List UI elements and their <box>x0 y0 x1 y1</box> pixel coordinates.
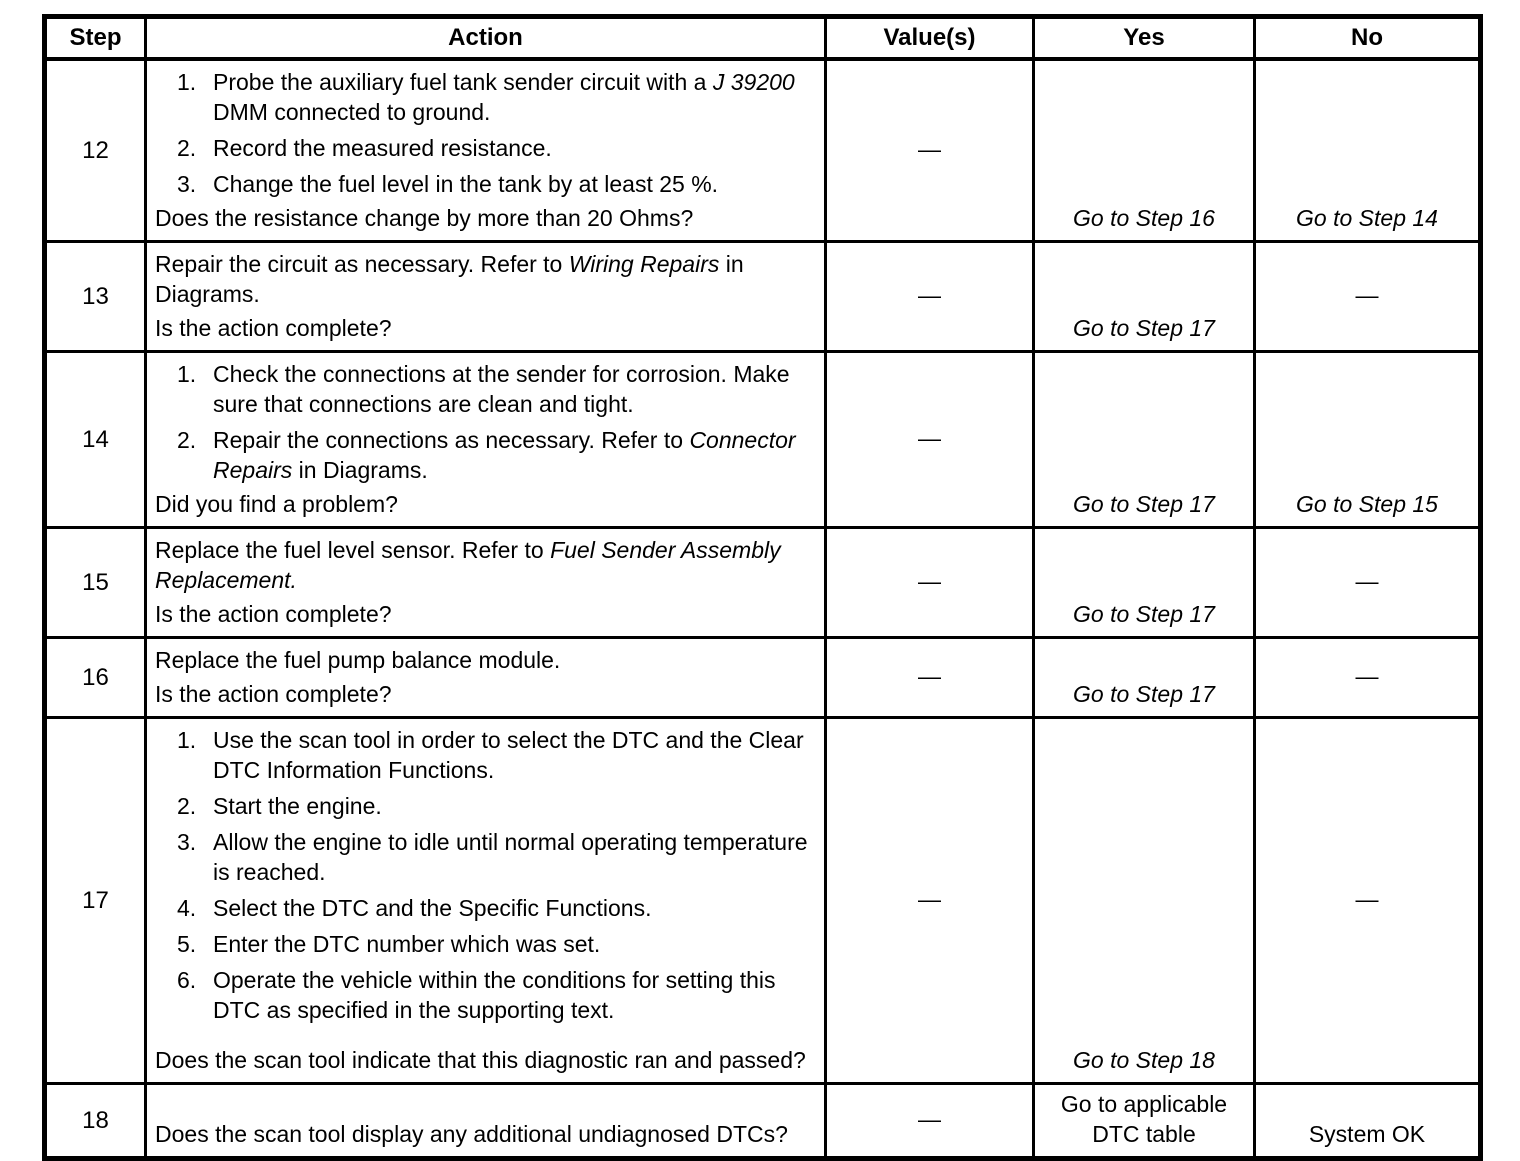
goto-text: Go to Step 15 <box>1296 491 1438 517</box>
question-text: Is the action complete? <box>155 315 392 341</box>
step-cell <box>47 353 147 529</box>
column-header-no: No <box>1256 19 1478 61</box>
table-row <box>47 719 1478 1085</box>
action-cell <box>147 61 827 243</box>
column-header-yes: Yes <box>1035 19 1256 61</box>
table-row <box>47 353 1478 529</box>
step-cell <box>47 243 147 353</box>
step-cell <box>47 1085 147 1156</box>
no-cell <box>1256 1085 1478 1156</box>
no-cell <box>1256 719 1478 1085</box>
no-cell <box>1256 529 1478 639</box>
action-list-item <box>155 791 814 821</box>
value-cell <box>827 719 1035 1085</box>
table-body <box>47 61 1478 1156</box>
value-cell <box>827 353 1035 529</box>
question-text: Does the scan tool display any additional undiagnosed DTCs? <box>155 1121 788 1147</box>
action-text-part: Start the engine. <box>213 793 382 819</box>
value-cell <box>827 529 1035 639</box>
item-number: 2. <box>177 427 197 453</box>
action-list-item <box>155 169 814 199</box>
goto-text: Go to applicable DTC table <box>1060 1091 1228 1147</box>
action-text-part: Change the fuel level in the tank by at least 25 %. <box>213 171 719 197</box>
table-row <box>47 1085 1478 1156</box>
step-number: 15 <box>82 568 109 596</box>
action-text-part: Fuel Sender Assembly Replacement. <box>155 537 781 593</box>
action-text-part: Repair the connections as necessary. Refer to <box>213 427 690 453</box>
action-list-item <box>155 827 814 887</box>
table-header-row <box>47 19 1478 61</box>
goto-text: Go to Step 17 <box>1073 315 1215 341</box>
no-cell <box>1256 243 1478 353</box>
yes-cell <box>1035 719 1256 1085</box>
step-number: 12 <box>82 136 109 164</box>
action-question <box>155 675 814 709</box>
action-list-item <box>155 929 814 959</box>
action-paragraph <box>155 535 814 595</box>
dash-placeholder: — <box>1355 282 1379 308</box>
action-question <box>155 199 814 233</box>
value-cell <box>827 243 1035 353</box>
action-text-part: Allow the engine to idle until normal operating temperature is reached. <box>213 829 808 885</box>
goto-text: Go to Step 14 <box>1296 205 1438 231</box>
dash-placeholder: — <box>918 282 941 308</box>
yes-cell <box>1035 243 1256 353</box>
action-paragraph <box>155 249 814 309</box>
diagnostic-step-table <box>42 14 1483 1161</box>
step-number: 16 <box>82 663 109 691</box>
item-number: 2. <box>177 793 197 819</box>
value-cell <box>827 1085 1035 1156</box>
item-number: 3. <box>177 829 197 855</box>
action-text-part: Wiring Repairs <box>568 251 720 277</box>
table-row <box>47 529 1478 639</box>
item-text <box>213 359 814 419</box>
question-text: Does the resistance change by more than 20 Ohms? <box>155 205 694 231</box>
column-header-action: Action <box>147 19 827 61</box>
item-number: 1. <box>177 361 197 387</box>
item-text <box>213 725 814 785</box>
yes-cell <box>1035 353 1256 529</box>
action-cell <box>147 353 827 529</box>
action-text-part: in Diagrams. <box>155 251 744 307</box>
action-question <box>155 485 814 519</box>
goto-text: System OK <box>1308 1121 1426 1147</box>
no-cell <box>1256 61 1478 243</box>
action-text-part: Replace the fuel pump balance module. <box>155 647 561 673</box>
goto-text: Go to Step 16 <box>1073 205 1215 231</box>
item-text <box>213 827 814 887</box>
action-list-item <box>155 965 814 1025</box>
question-text: Does the scan tool indicate that this diagnostic ran and passed? <box>155 1047 806 1073</box>
dash-placeholder: — <box>918 1106 941 1132</box>
item-number: 3. <box>177 171 197 197</box>
item-text <box>213 133 814 163</box>
action-cell <box>147 1085 827 1156</box>
action-text-part: J 39200 <box>712 69 795 95</box>
item-text <box>213 791 814 821</box>
dash-placeholder: — <box>918 425 941 451</box>
action-cell <box>147 243 827 353</box>
action-cell <box>147 719 827 1085</box>
table-row <box>47 243 1478 353</box>
action-text-part: Probe the auxiliary fuel tank sender circuit with a <box>213 69 713 95</box>
item-text <box>213 67 814 127</box>
step-number: 14 <box>82 425 109 453</box>
step-cell <box>47 529 147 639</box>
item-text <box>213 893 814 923</box>
item-text <box>213 169 814 199</box>
item-number: 6. <box>177 967 197 993</box>
step-number: 13 <box>82 282 109 310</box>
action-cell <box>147 529 827 639</box>
action-text-part: in Diagrams. <box>292 457 428 483</box>
action-text-part: Connector Repairs <box>213 427 796 483</box>
table-row <box>47 639 1478 719</box>
action-list-item <box>155 359 814 419</box>
action-question <box>155 1115 814 1149</box>
goto-text: Go to Step 17 <box>1073 681 1215 707</box>
action-text-part: Replace the fuel level sensor. Refer to <box>155 537 551 563</box>
item-text <box>213 965 814 1025</box>
action-list-item <box>155 67 814 127</box>
value-cell <box>827 61 1035 243</box>
action-text-part: Operate the vehicle within the conditions for setting this DTC as specified in the supporting text. <box>213 967 776 1023</box>
action-text-part: Use the scan tool in order to select the DTC and the Clear DTC Information Functions. <box>213 727 804 783</box>
dash-placeholder: — <box>918 568 941 594</box>
goto-text: Go to Step 18 <box>1073 1047 1215 1073</box>
action-text-part: Check the connections at the sender for corrosion. Make sure that connections are clean and tight. <box>213 361 790 417</box>
question-text: Is the action complete? <box>155 681 392 707</box>
item-text <box>213 929 814 959</box>
question-text: Did you find a problem? <box>155 491 398 517</box>
dash-placeholder: — <box>918 886 941 912</box>
item-number: 2. <box>177 135 197 161</box>
table-row <box>47 61 1478 243</box>
action-paragraph <box>155 645 814 675</box>
column-header-values: Value(s) <box>827 19 1035 61</box>
item-number: 5. <box>177 931 197 957</box>
action-text-part: Enter the DTC number which was set. <box>213 931 601 957</box>
action-list-item <box>155 893 814 923</box>
action-question <box>155 595 814 629</box>
action-question <box>155 309 814 343</box>
dash-placeholder: — <box>918 663 941 689</box>
value-cell <box>827 639 1035 719</box>
question-text: Is the action complete? <box>155 601 392 627</box>
goto-text: Go to Step 17 <box>1073 491 1215 517</box>
action-text-part: Repair the circuit as necessary. Refer to <box>155 251 569 277</box>
action-text-part: DMM connected to ground. <box>213 99 491 125</box>
step-number: 18 <box>82 1106 109 1134</box>
action-cell <box>147 639 827 719</box>
action-list-item <box>155 133 814 163</box>
action-text-part: Record the measured resistance. <box>213 135 552 161</box>
action-list-item <box>155 725 814 785</box>
step-cell <box>47 719 147 1085</box>
dash-placeholder: — <box>1355 886 1379 912</box>
dash-placeholder: — <box>1355 663 1379 689</box>
item-number: 1. <box>177 69 197 95</box>
no-cell <box>1256 639 1478 719</box>
action-question <box>155 1041 814 1075</box>
item-number: 1. <box>177 727 197 753</box>
step-number: 17 <box>82 886 109 914</box>
yes-cell <box>1035 61 1256 243</box>
action-text-part: Select the DTC and the Specific Functions. <box>213 895 652 921</box>
yes-cell <box>1035 529 1256 639</box>
no-cell <box>1256 353 1478 529</box>
action-list-item <box>155 425 814 485</box>
goto-text: Go to Step 17 <box>1073 601 1215 627</box>
dash-placeholder: — <box>1355 568 1379 594</box>
step-cell <box>47 61 147 243</box>
dash-placeholder: — <box>918 136 941 162</box>
column-header-step: Step <box>47 19 147 61</box>
item-text <box>213 425 814 485</box>
step-cell <box>47 639 147 719</box>
yes-cell <box>1035 1085 1256 1156</box>
yes-cell <box>1035 639 1256 719</box>
item-number: 4. <box>177 895 197 921</box>
